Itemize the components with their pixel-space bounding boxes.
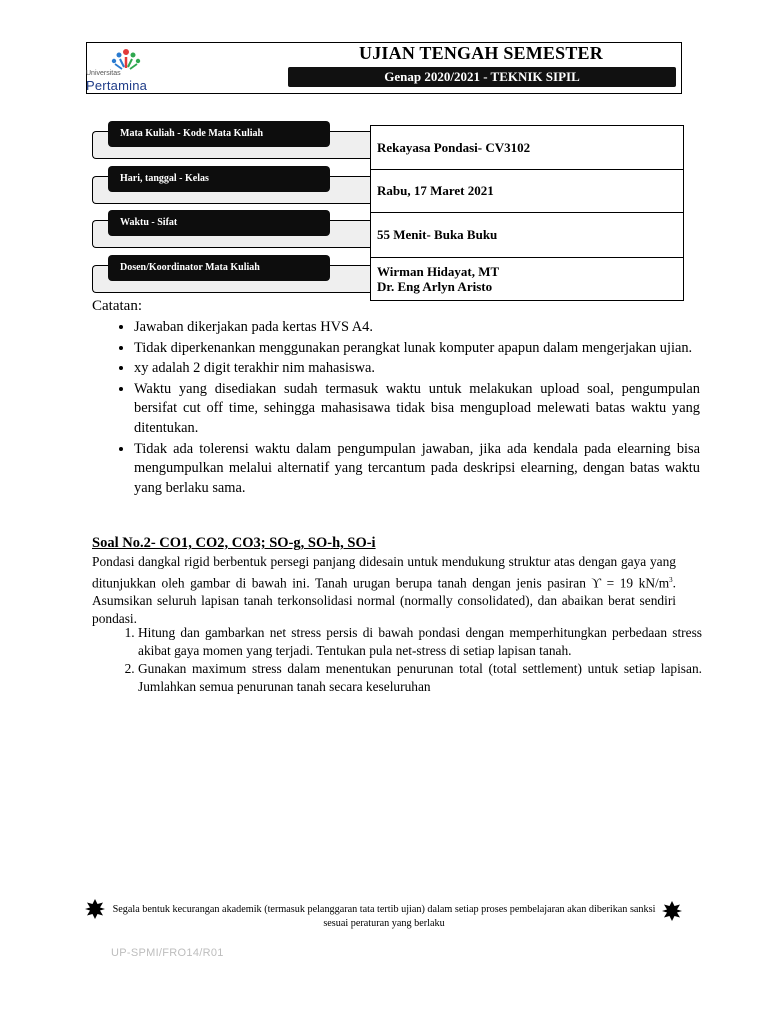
info-label: Hari, tanggal - Kelas [108, 166, 330, 192]
info-value: Rabu, 17 Maret 2021 [370, 169, 684, 213]
note-item: • Jawaban dikerjakan pada kertas HVS A4. [134, 318, 700, 338]
info-value: Rekayasa Pondasi- CV3102 [370, 125, 684, 170]
footer-star-left-icon [85, 899, 105, 919]
exam-subtitle: Genap 2020/2021 - TEKNIK SIPIL [288, 67, 676, 87]
info-value: 55 Menit- Buka Buku [370, 212, 684, 258]
task-item: 2. Gunakan maximum stress dalam menentukan penurunan total (total settlement) untuk setiap lapisan. Jumlahkan semua penurunan tanah secara keseluruhan [138, 660, 702, 696]
lecturer-1: Wirman Hidayat, MT [377, 264, 500, 279]
logo-university-text: Universitas [86, 70, 121, 77]
notes-heading: Catatan: [92, 298, 142, 314]
note-item: • Tidak diperkenankan menggunakan perangkat lunak komputer apapun dalam mengerjakan ujian. [134, 339, 700, 359]
question-paragraph [92, 553, 676, 628]
info-label: Dosen/Koordinator Mata Kuliah [108, 255, 330, 281]
question-paragraph-b: . Asumsikan seluruh lapisan tanah terkonsolidasi normal (normally consolidated), dan abaikan berat sendiri pondasi. [92, 575, 676, 627]
exam-title: UJIAN TENGAH SEMESTER [359, 43, 603, 63]
info-label: Mata Kuliah - Kode Mata Kuliah [108, 121, 330, 147]
info-value-lecturers [370, 257, 684, 301]
note-item: • xy adalah 2 digit terakhir nim mahasiswa. [134, 359, 700, 379]
unit-superscript: 3 [669, 576, 673, 584]
logo-name-text: Pertamina [86, 78, 148, 93]
note-item: • Waktu yang disediakan sudah termasuk waktu untuk melakukan upload soal, pengumpulan bersifat cut off time, sehingga mahasisawa tidak bisa mengupload melewati batas waktu yang ditentukan. [134, 380, 700, 439]
note-item: • Tidak ada tolerensi waktu dalam pengumpulan jawaban, jika ada kendala pada elearning bisa mengumpulkan melalui alternatif yang tercantum pada deskripsi elearning, dengan batas waktu yang berlaku sama. [134, 440, 700, 499]
task-item: 1. Hitung dan gambarkan net stress persis di bawah pondasi dengan memperhitungkan perbedaan stress akibat gaya momen yang terjadi. Tentukan pula net-stress di setiap lapisan tanah. [138, 624, 702, 660]
lecturer-2: Dr. Eng Arlyn Aristo [377, 279, 493, 294]
question-tasks [112, 624, 702, 696]
footer-warning: Segala bentuk kecurangan akademik (termasuk pelanggaran tata tertib ujian) dalam setiap proses pembelajaran akan diberikan sanksi sesuai peraturan yang berlaku [112, 904, 656, 929]
question-title: Soal No.2- CO1, CO2, CO3; SO-g, SO-h, SO-i [92, 535, 376, 551]
form-code: UP-SPMI/FRO14/R01 [111, 947, 224, 959]
info-label: Waktu - Sifat [108, 210, 330, 236]
notes-list [110, 318, 700, 499]
footer-star-right-icon [662, 901, 682, 921]
question-paragraph-a: Pondasi dangkal rigid berbentuk persegi panjang didesain untuk mendukung struktur atas dengan gaya yang ditunjukkan oleh gambar di bawah ini. Tanah urugan berupa tanah dengan jenis pasiran ϒ = 19 kN/m [92, 554, 676, 591]
